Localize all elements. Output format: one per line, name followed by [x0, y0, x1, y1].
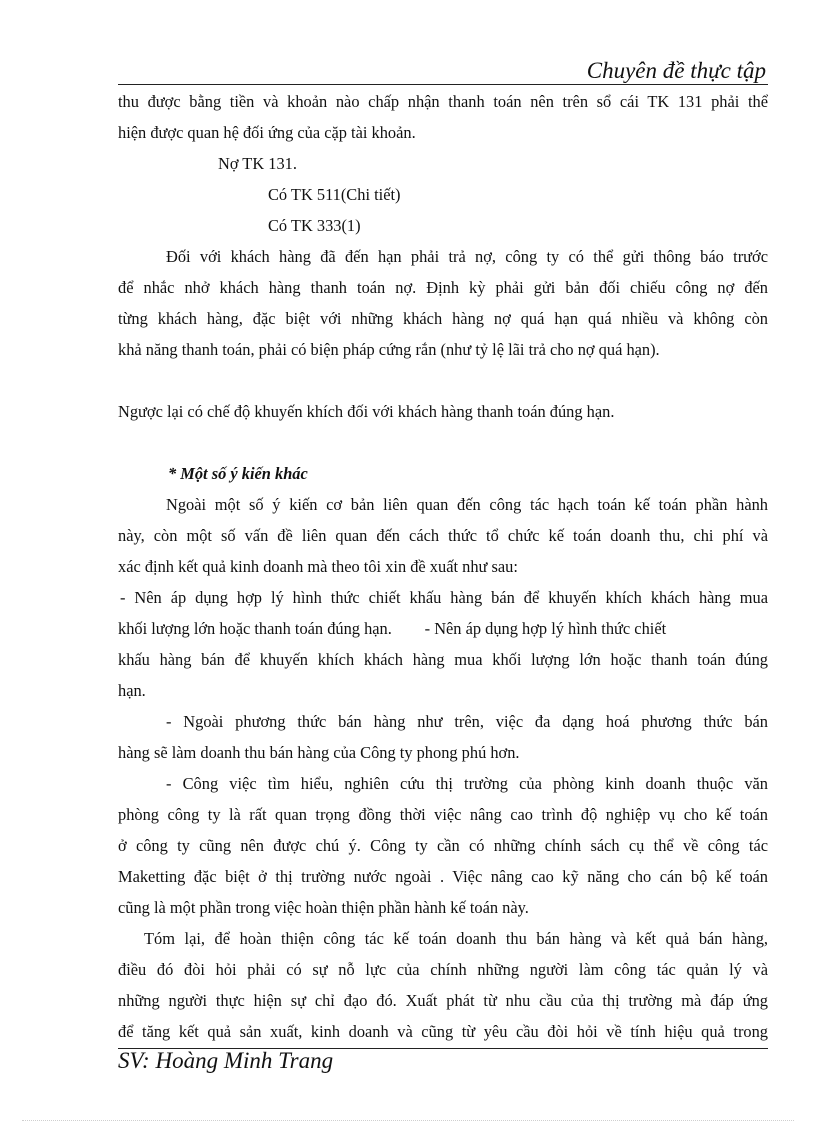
text-line: - Công việc tìm hiểu, nghiên cứu thị trường của phòng kinh doanh thuộc văn	[166, 774, 768, 793]
text-line: hạn.	[118, 681, 146, 700]
section-heading: * Một số ý kiến khác	[168, 464, 308, 483]
blank-line	[118, 365, 768, 396]
text-line: phòng công ty là rất quan trọng đồng thời việc nâng cao trình độ nghiệp vụ cho kế toán	[118, 805, 768, 824]
text-line: - Ngoài phương thức bán hàng như trên, việc đa dạng hoá phương thức bán	[166, 712, 768, 731]
text-line: từng khách hàng, đặc biệt với những khách hàng nợ quá hạn quá nhiều và không còn	[118, 309, 768, 328]
text-line: hiện được quan hệ đối ứng của cặp tài khoản.	[118, 123, 416, 142]
journal-entry-credit: Có TK 511(Chi tiết)	[268, 185, 401, 204]
footer-author: SV: Hoàng Minh Trang	[118, 1048, 334, 1073]
text-line: để nhắc nhở khách hàng thanh toán nợ. Định kỳ phải gửi bản đối chiếu công nợ đến	[118, 278, 768, 297]
text-line: xác định kết quả kinh doanh mà theo tôi xin đề xuất như sau:	[118, 557, 518, 576]
text-line: khối lượng lớn hoặc thanh toán đúng hạn. - Nên áp dụng hợp lý hình thức chiết	[118, 619, 667, 638]
text-line: hàng sẽ làm doanh thu bán hàng của Công ty phong phú hơn.	[118, 743, 520, 762]
text-line: Đối với khách hàng đã đến hạn phải trả nợ, công ty có thể gửi thông báo trước	[166, 247, 768, 266]
text-line: Ngược lại có chế độ khuyến khích đối với khách hàng thanh toán đúng hạn.	[118, 402, 615, 421]
text-line: Tóm lại, để hoàn thiện công tác kế toán doanh thu bán hàng và kết quả bán hàng,	[144, 929, 768, 948]
journal-entry-credit: Có TK 333(1)	[268, 216, 361, 235]
text-line: khấu hàng bán để khuyến khích khách hàng mua khối lượng lớn hoặc thanh toán đúng	[118, 650, 768, 669]
text-line: điều đó đòi hỏi phải có sự nỗ lực của chính những người làm công tác quản lý và	[118, 960, 768, 979]
text-line: Ngoài một số ý kiến cơ bản liên quan đến công tác hạch toán kế toán phần hành	[166, 495, 768, 514]
text-line: - Nên áp dụng hợp lý hình thức chiết khấu hàng bán để khuyến khích khách hàng mua	[120, 588, 768, 607]
text-line: những người thực hiện sự chỉ đạo đó. Xuất phát từ nhu cầu của thị trường mà đáp ứng	[118, 991, 768, 1010]
header-rule	[118, 84, 768, 85]
text-line: cũng là một phần trong việc hoàn thiện phần hành kế toán này.	[118, 898, 529, 917]
blank-line	[118, 427, 768, 458]
text-line: ở công ty cũng nên được chú ý. Công ty cần có những chính sách cụ thể về công tác	[118, 836, 768, 855]
text-line: Maketting đặc biệt ở thị trường nước ngoài . Việc nâng cao kỹ năng cho cán bộ kế toán	[118, 867, 768, 886]
body-text	[118, 86, 768, 1047]
text-line: khả năng thanh toán, phải có biện pháp cứng rắn (như tỷ lệ lãi trả cho nợ quá hạn).	[118, 340, 660, 359]
text-line: để tăng kết quả sản xuất, kinh doanh và cũng từ yêu cầu đòi hỏi về tính hiệu quả trong	[118, 1022, 768, 1041]
page-bottom-border	[22, 1120, 794, 1121]
header-title: Chuyên đề thực tập	[586, 58, 766, 83]
text-line: này, còn một số vấn đề liên quan đến cách thức tổ chức kế toán doanh thu, chi phí và	[118, 526, 768, 545]
journal-entry-debit: Nợ TK 131.	[218, 154, 297, 173]
text-line: thu được bằng tiền và khoản nào chấp nhận thanh toán nên trên sổ cái TK 131 phải thể	[118, 92, 768, 111]
